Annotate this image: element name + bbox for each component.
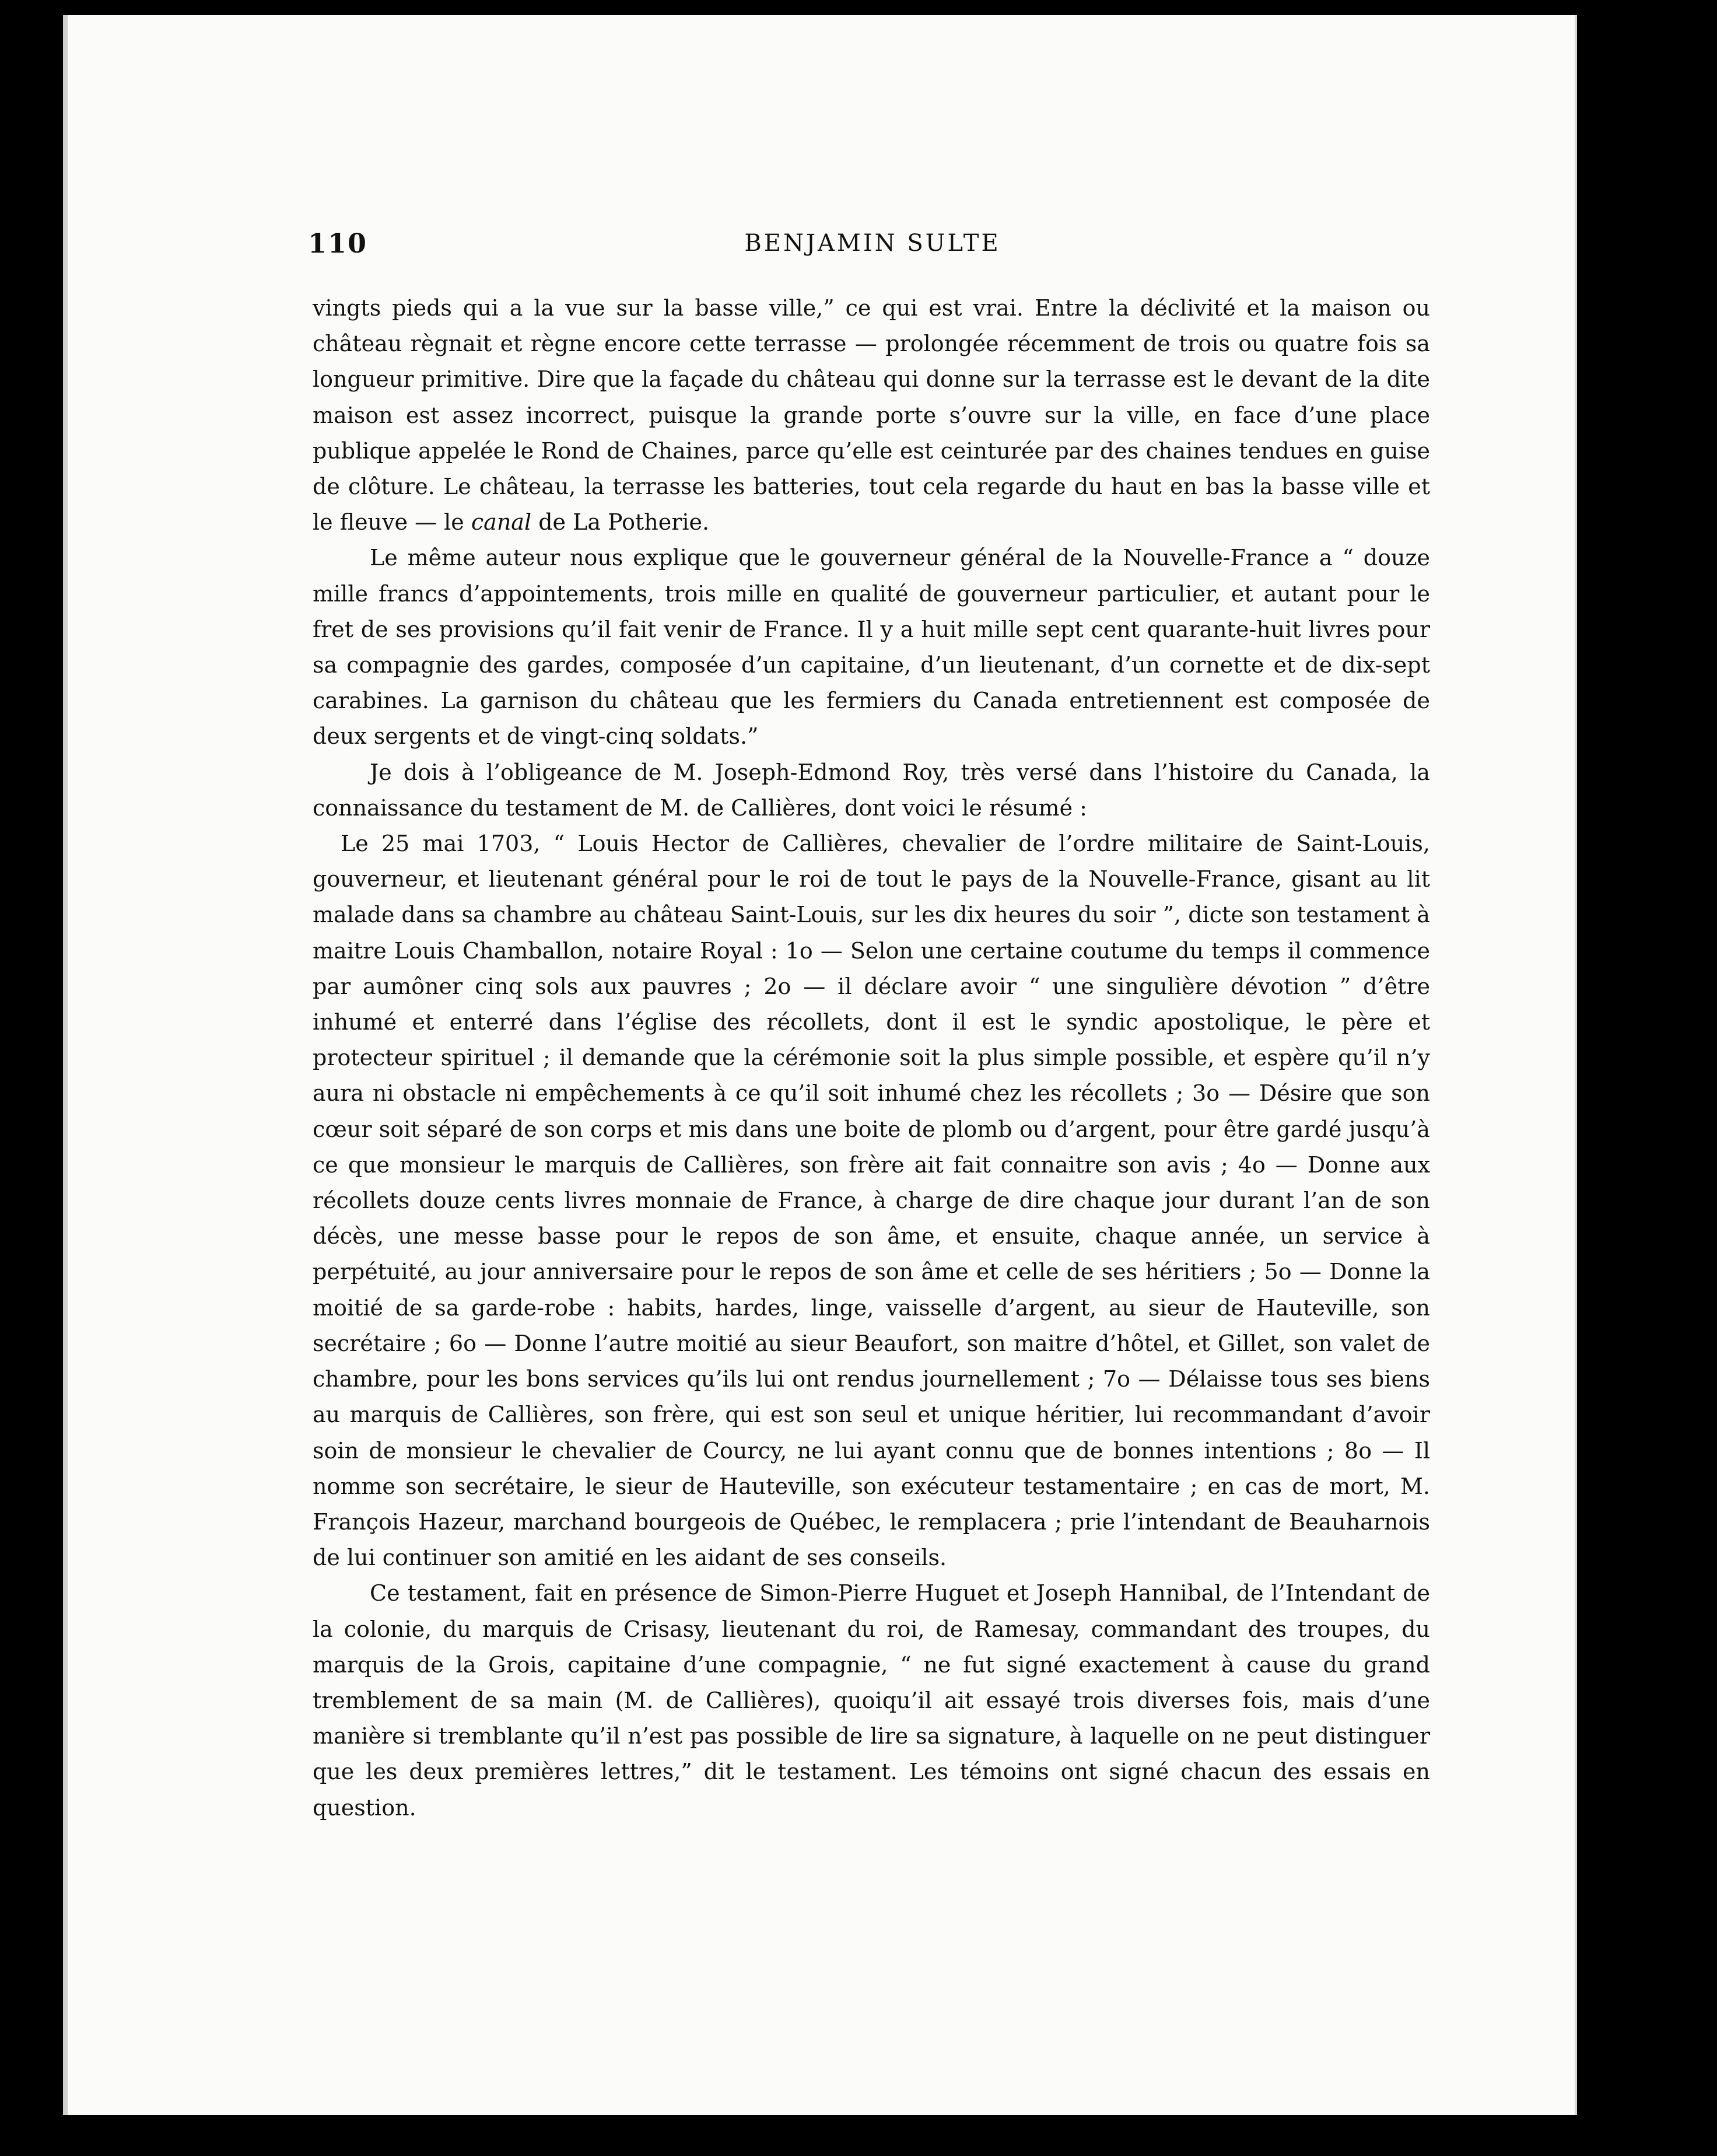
- torn-margin: [1668, 478, 1717, 2156]
- paragraph: [313, 290, 1430, 540]
- paragraph-text: vingts pieds qui a la vue sur la basse ville,” ce qui est vrai. Entre la déclivité et la maison ou château règnait et règne encore cette terrasse — prolongée récemment de trois ou quatre fois sa longueur primitive. Dire que la façade du château qui donne sur la terrasse est le devant de la dite maison est assez incorrect, puisque la grande porte s’ouvre sur la ville, en face d’une place publique appelée le Rond de Chaines, parce qu’elle est ceinturée par des chaines tendues en guise de clôture. Le château, la terrasse les batteries, tout cela regarde du haut en bas la basse ville et le fleuve — le: [313, 295, 1430, 536]
- paragraph: Le 25 mai 1703, “ Louis Hector de Callières, chevalier de l’ordre militaire de Saint-Louis, gouverneur, et lieutenant général pour le roi de tout le pays de la Nouvelle-France, gisant au lit malade dans sa chambre au château Saint-Louis, sur les dix heures du soir ”, dicte son testament à maitre Louis Chamballon, notaire Royal : 1o — Selon une certaine coutume du temps il commence par aumôner cinq sols aux pauvres ; 2o — il déclare avoir “ une singulière dévotion ” d’être inhumé et enterré dans l’église des récollets, dont il est le syndic apostolique, le père et protecteur spirituel ; il demande que la cérémonie soit la plus simple possible, et espère qu’il n’y aura ni obstacle ni empêchements à ce qu’il soit inhumé chez les récollets ; 3o — Désire que son cœur soit séparé de son corps et mis dans une boite de plomb ou d’argent, pour être gardé jusqu’à ce que monsieur le marquis de Callières, son frère ait fait connaitre son avis ; 4o — Donne aux récollets douze cents livres monnaie de France, à charge de dire chaque jour durant l’an de son décès, une messe basse pour le repos de son âme, et ensuite, chaque année, un service à perpétuité, au jour anniversaire pour le repos de son âme et celle de ses héritiers ; 5o — Donne la moitié de sa garde-robe : habits, hardes, linge, vaisselle d’argent, au sieur de Hauteville, son secrétaire ; 6o — Donne l’autre moitié au sieur Beaufort, son maitre d’hôtel, et Gillet, son valet de chambre, pour les bons services qu’ils lui ont rendus journellement ; 7o — Délaisse tous ses biens au marquis de Callières, son frère, qui est son seul et unique héritier, lui recommandant d’avoir soin de monsieur le chevalier de Courcy, ne lui ayant connu que de bonnes intentions ; 8o — Il nomme son secrétaire, le sieur de Hauteville, son exécuteur testamentaire ; en cas de mort, M. François Hazeur, marchand bourgeois de Québec, le remplacera ; prie l’intendant de Beauharnois de lui continuer son amitié en les aidant de ses conseils.: [313, 831, 1430, 1571]
- page-number: 110: [308, 228, 368, 259]
- body-text: [313, 290, 1430, 1826]
- paragraph: Ce testament, fait en présence de Simon-Pierre Huguet et Joseph Hannibal, de l’Intendant de la colonie, du marquis de Crisasy, lieutenant du roi, de Ramesay, commandant des troupes, du marquis de la Grois, capitaine d’une compagnie, “ ne fut signé exactement à cause du grand tremblement de sa main (M. de Callières), quoiqu’il ait essayé trois diverses fois, mais d’une manière si tremblante qu’il n’est pas possible de lire sa signature, à laquelle on ne peut distinguer que les deux premières lettres,” dit le testament. Les témoins ont signé chacun des essais en question.: [313, 1580, 1430, 1821]
- page-left-edge: [63, 15, 68, 2115]
- running-title: BENJAMIN SULTE: [744, 230, 1001, 257]
- page-right-edge: [1575, 15, 1577, 2115]
- paragraph: Je dois à l’obligeance de M. Joseph-Edmond Roy, très versé dans l’histoire du Canada, la connaissance du testament de M. de Callières, dont voici le résumé :: [313, 759, 1430, 821]
- emphasis-text: canal: [471, 509, 532, 536]
- paragraph-text: de La Potherie.: [531, 509, 710, 536]
- page-header: [308, 228, 1437, 262]
- torn-edge: [1621, 583, 1674, 688]
- paragraph: Le même auteur nous explique que le gouverneur général de la Nouvelle-France a “ douze mille francs d’appointements, trois mille en qualité de gouverneur particulier, et autant pour le fret de ses provisions qu’il fait venir de France. Il y a huit mille sept cent quarante-huit livres pour sa compagnie des gardes, composée d’un capitaine, d’un lieutenant, d’un cornette et de dix-sept carabines. La garnison du château que les fermiers du Canada entretiennent est composée de deux sergents et de vingt-cinq soldats.”: [313, 545, 1430, 750]
